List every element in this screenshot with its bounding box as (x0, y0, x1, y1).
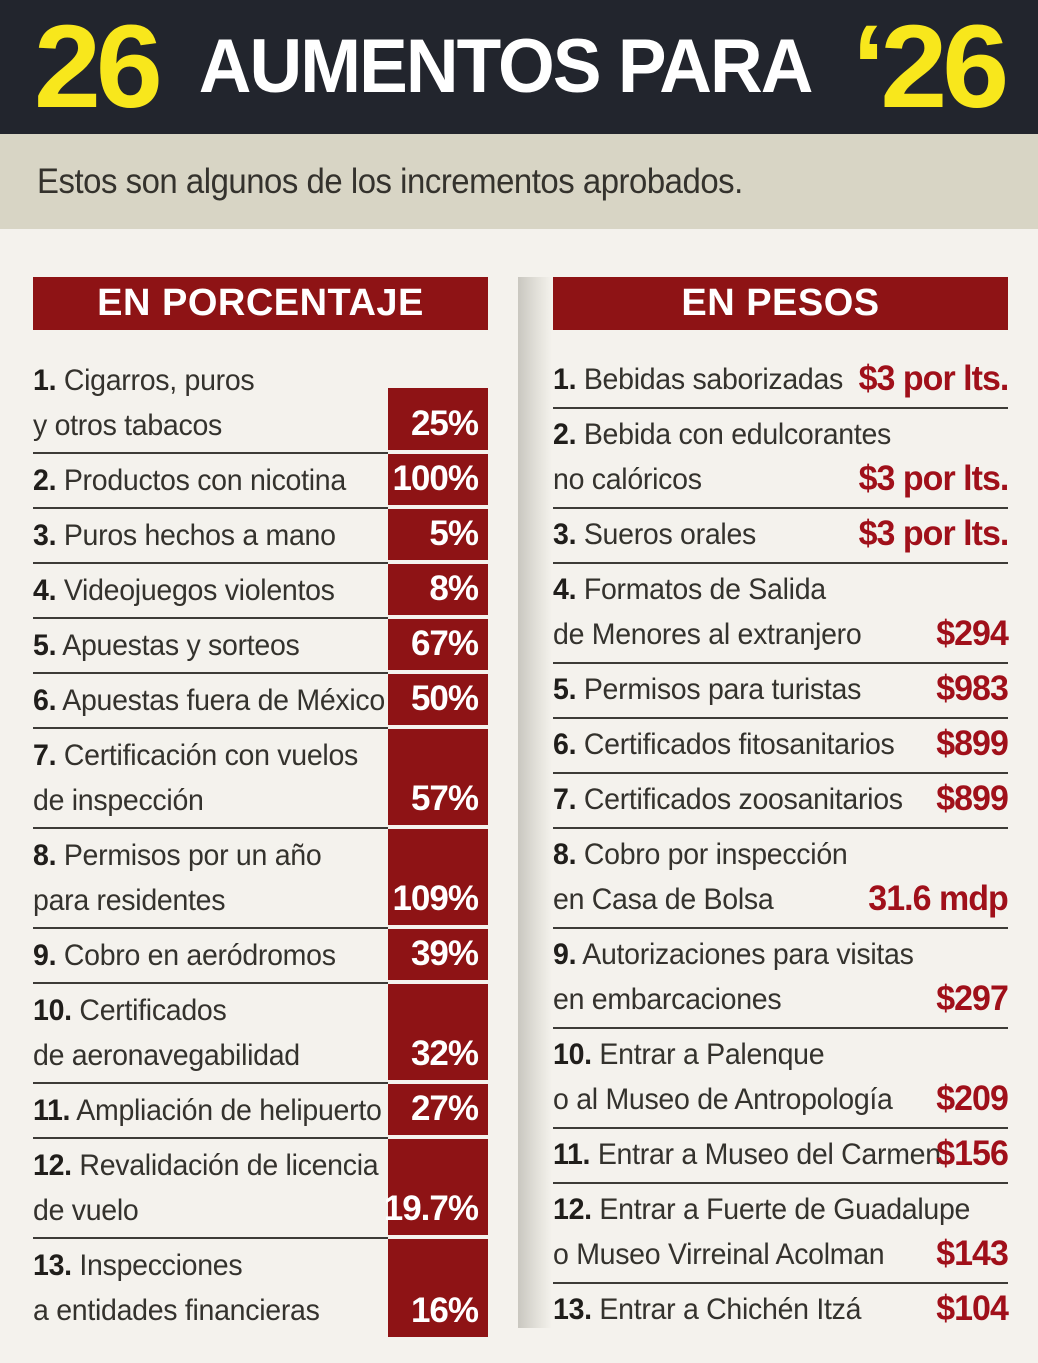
value-text: $983 (936, 669, 1008, 708)
item-text-line: 12. Entrar a Fuerte de Guadalupe (553, 1193, 971, 1226)
value-text: $143 (936, 1234, 1008, 1273)
item-text (33, 984, 388, 1084)
value-text: $899 (936, 724, 1008, 763)
item-number: 11. (553, 1138, 591, 1171)
item-text-line: 2. Bebida con edulcorantes (553, 418, 892, 451)
column-pesos (553, 277, 1008, 1337)
item-text-line: de Menores al extranjero (553, 618, 862, 651)
item-text-line: en embarcaciones (553, 983, 782, 1016)
item-text-line: de inspección (33, 784, 204, 817)
value-text: $156 (936, 1134, 1008, 1173)
item-text (33, 454, 388, 509)
value-badge: 27% (388, 1084, 488, 1139)
value-badge: 16% (388, 1239, 488, 1337)
item-text-line: 12. Revalidación de licencia (33, 1149, 379, 1182)
list-item (553, 1284, 1008, 1337)
item-text-line: de vuelo (33, 1194, 139, 1227)
list-item (553, 1029, 1008, 1129)
list-item (553, 354, 1008, 409)
item-number: 10. (33, 994, 72, 1027)
item-number: 13. (553, 1293, 592, 1326)
list-item (33, 354, 488, 454)
item-text (33, 1139, 388, 1239)
item-text-line: 6. Apuestas fuera de México (33, 684, 385, 717)
list-pesos (553, 354, 1008, 1337)
item-number: 4. (553, 573, 577, 606)
item-number: 9. (553, 938, 577, 971)
list-item (33, 1139, 488, 1239)
item-text (33, 729, 388, 829)
list-item (33, 729, 488, 829)
list-item (553, 1184, 1008, 1284)
item-text-line: 1. Bebidas saborizadas (553, 363, 844, 396)
item-text-line: 10. Entrar a Palenque (553, 1038, 825, 1071)
list-item (33, 564, 488, 619)
item-text-line: 8. Cobro por inspección (553, 838, 848, 871)
list-item (553, 774, 1008, 829)
list-item (553, 564, 1008, 664)
value-badge: 109% (388, 829, 488, 929)
item-number: 6. (33, 684, 57, 717)
item-text (33, 354, 388, 454)
item-text (33, 509, 388, 564)
list-item (553, 829, 1008, 929)
item-text-line: 5. Permisos para turistas (553, 673, 862, 706)
item-number: 10. (553, 1038, 592, 1071)
value-badge: 19.7% (388, 1139, 488, 1239)
item-number: 1. (553, 363, 577, 396)
item-text-line: no calóricos (553, 463, 702, 496)
item-text-line: 11. Ampliación de helipuerto (33, 1094, 382, 1127)
list-item (553, 509, 1008, 564)
value-text: $297 (936, 979, 1008, 1018)
page-title: AUMENTOS PARA (198, 24, 812, 109)
item-number: 5. (33, 629, 57, 662)
value-badge: 57% (388, 729, 488, 829)
item-text (33, 829, 388, 929)
list-item (33, 984, 488, 1084)
column-header-pesos: EN PESOS (553, 277, 1008, 330)
subtitle-strip (0, 134, 1038, 229)
item-number: 12. (553, 1193, 592, 1226)
value-text: $294 (936, 614, 1008, 653)
item-number: 12. (33, 1149, 72, 1182)
item-text-line: en Casa de Bolsa (553, 883, 774, 916)
item-number: 4. (33, 574, 57, 607)
item-text-line: 13. Entrar a Chichén Itzá (553, 1293, 862, 1326)
list-porcentaje (33, 354, 488, 1337)
value-text: $104 (936, 1289, 1008, 1328)
item-text (33, 1239, 388, 1337)
item-text-line: a entidades financieras (33, 1294, 320, 1327)
item-number: 7. (33, 739, 57, 772)
item-text-line: 9. Cobro en aeródromos (33, 939, 336, 972)
column-header-porcentaje: EN PORCENTAJE (33, 277, 488, 330)
list-item (553, 409, 1008, 509)
value-badge: 67% (388, 619, 488, 674)
item-text-line: 4. Formatos de Salida (553, 573, 826, 606)
value-text: $3 por lts. (858, 459, 1008, 498)
item-text-line: o Museo Virreinal Acolman (553, 1238, 885, 1271)
column-porcentaje (33, 277, 488, 1337)
item-text-line: 8. Permisos por un año (33, 839, 322, 872)
value-text: 31.6 mdp (868, 879, 1008, 918)
item-text-line: 7. Certificados zoosanitarios (553, 783, 903, 816)
item-text (33, 929, 388, 984)
item-number: 7. (553, 783, 577, 816)
item-number: 11. (33, 1094, 71, 1127)
value-badge: 32% (388, 984, 488, 1084)
value-badge: 50% (388, 674, 488, 729)
item-text (33, 564, 388, 619)
title-year: ‘26 (851, 1, 1004, 133)
list-item (33, 509, 488, 564)
value-text: $3 por lts. (858, 514, 1008, 553)
list-item (33, 619, 488, 674)
list-item (33, 1084, 488, 1139)
item-text-line: 9. Autorizaciones para visitas (553, 938, 914, 971)
item-number: 2. (553, 418, 577, 451)
subtitle-text: Estos son algunos de los incrementos aprobados. (37, 161, 743, 201)
item-number: 1. (33, 364, 57, 397)
list-item (553, 719, 1008, 774)
item-text (33, 1084, 388, 1139)
value-text: $3 por lts. (858, 359, 1008, 398)
item-text (33, 619, 388, 674)
item-text-line: 13. Inspecciones (33, 1249, 243, 1282)
list-item (33, 454, 488, 509)
value-badge: 8% (388, 564, 488, 619)
item-text-line: 3. Puros hechos a mano (33, 519, 336, 552)
item-number: 3. (33, 519, 57, 552)
value-badge: 5% (388, 509, 488, 564)
item-text-line: de aeronavegabilidad (33, 1039, 300, 1072)
list-item (553, 664, 1008, 719)
item-text-line: o al Museo de Antropología (553, 1083, 893, 1116)
item-text-line: 3. Sueros orales (553, 518, 756, 551)
list-item (33, 929, 488, 984)
title-banner (0, 0, 1038, 134)
value-badge: 100% (388, 454, 488, 509)
list-item (553, 929, 1008, 1029)
item-text-line: 5. Apuestas y sorteos (33, 629, 300, 662)
item-text-line: para residentes (33, 884, 226, 917)
item-number: 6. (553, 728, 577, 761)
item-number: 8. (553, 838, 577, 871)
item-text-line: 7. Certificación con vuelos (33, 739, 358, 772)
item-number: 9. (33, 939, 57, 972)
item-text-line: 10. Certificados (33, 994, 227, 1027)
item-number: 13. (33, 1249, 72, 1282)
list-item (33, 674, 488, 729)
item-number: 3. (553, 518, 577, 551)
item-text-line: 4. Videojuegos violentos (33, 574, 335, 607)
title-number: 26 (34, 1, 158, 133)
value-text: $209 (936, 1079, 1008, 1118)
item-text-line: 2. Productos con nicotina (33, 464, 346, 497)
item-text (33, 674, 388, 729)
list-item (33, 1239, 488, 1337)
item-text-line: 11. Entrar a Museo del Carmen (553, 1138, 941, 1171)
item-number: 8. (33, 839, 57, 872)
value-text: $899 (936, 779, 1008, 818)
item-number: 2. (33, 464, 57, 497)
item-text-line: 6. Certificados fitosanitarios (553, 728, 895, 761)
column-divider (518, 277, 552, 1328)
item-text-line: y otros tabacos (33, 409, 223, 442)
item-text-line: 1. Cigarros, puros (33, 364, 255, 397)
value-badge: 39% (388, 929, 488, 984)
list-item (33, 829, 488, 929)
list-item (553, 1129, 1008, 1184)
value-badge: 25% (388, 388, 488, 454)
item-number: 5. (553, 673, 577, 706)
